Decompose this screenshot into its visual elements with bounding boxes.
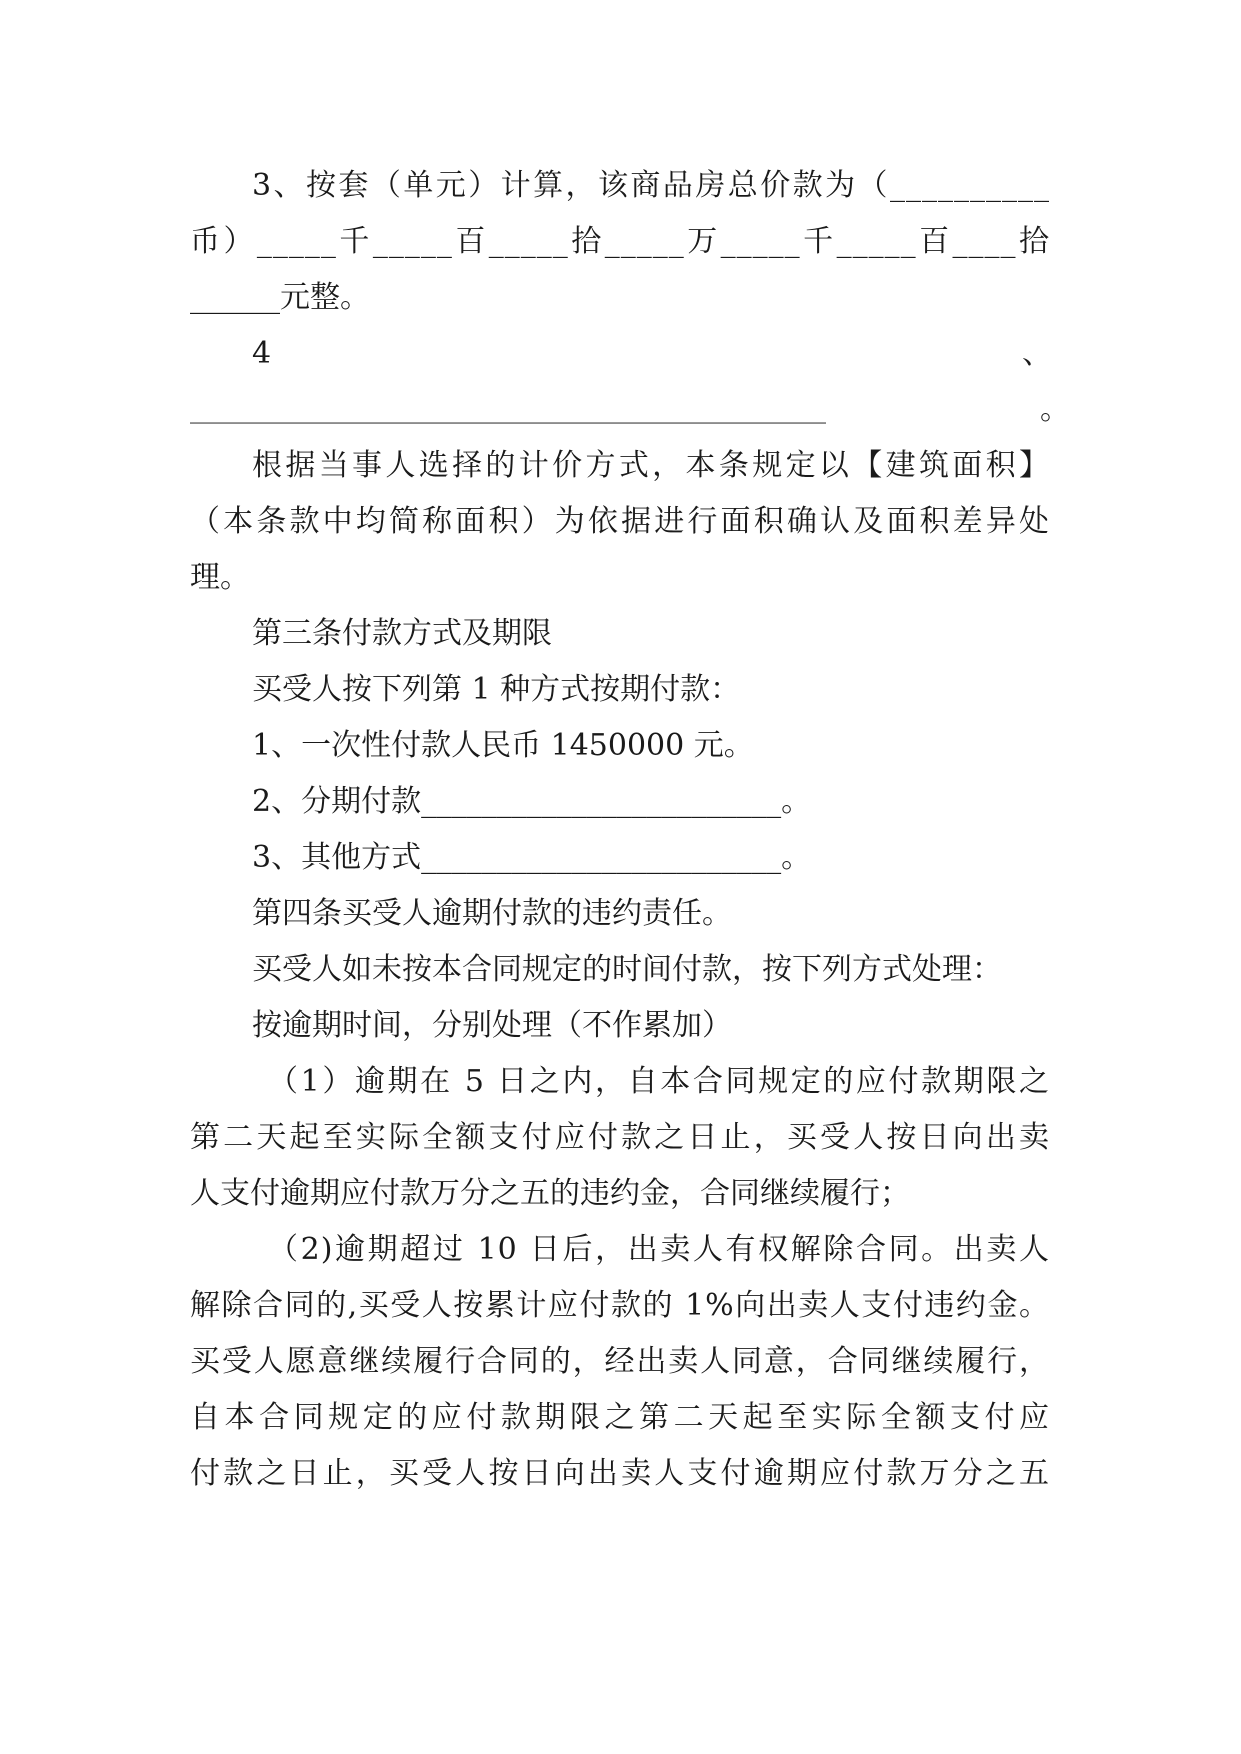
text-line: 解除合同的,买受人按累计应付款的 1%向出卖人支付违约金。 [190, 1288, 1050, 1323]
text-line: 付款之日止，买受人按日向出卖人支付逾期应付款万分之五 [190, 1456, 1050, 1491]
text-line: 根据当事人选择的计价方式，本条规定以【建筑面积】 [252, 448, 1050, 483]
text-line: 人支付逾期应付款万分之五的违约金，合同继续履行； [190, 1176, 910, 1211]
text-line: _____________________________________________________ [190, 396, 826, 424]
text-line: （本条款中均简称面积）为依据进行面积确认及面积差异处 [190, 504, 1050, 539]
text-line: 、 [1022, 336, 1052, 371]
text-line: 买受人愿意继续履行合同的，经出卖人同意，合同继续履行， [190, 1344, 1050, 1379]
text-line: 1、一次性付款人民币 1450000 元。 [252, 728, 754, 763]
text-line: （1）逾期在 5 日之内，自本合同规定的应付款期限之 [268, 1064, 1050, 1099]
text-line: 3、按套（单元）计算，该商品房总价款为（__________ [252, 168, 1050, 203]
text-line: 2、分期付款________________________。 [252, 784, 812, 819]
text-line: （2)逾期超过 10 日后，出卖人有权解除合同。出卖人 [268, 1232, 1050, 1267]
text-line: 3、其他方式________________________。 [252, 840, 812, 875]
text-line: 买受人如未按本合同规定的时间付款，按下列方式处理： [252, 952, 1002, 987]
section-heading: 第四条买受人逾期付款的违约责任。 [252, 896, 732, 931]
text-line: 按逾期时间，分别处理（不作累加） [252, 1008, 732, 1043]
text-line: 自本合同规定的应付款期限之第二天起至实际全额支付应 [190, 1400, 1050, 1435]
section-heading: 第三条付款方式及期限 [252, 616, 552, 651]
text-line: ______元整。 [190, 280, 370, 315]
text-line: 第二天起至实际全额支付应付款之日止，买受人按日向出卖 [190, 1120, 1050, 1155]
text-line: 买受人按下列第 1 种方式按期付款： [252, 672, 741, 707]
text-line: 4 [252, 336, 272, 371]
text-line: 。 [1040, 392, 1070, 427]
text-line: 理。 [190, 560, 250, 595]
text-line: 币）_____千_____百_____拾_____万_____千_____百____拾 [190, 224, 1050, 259]
